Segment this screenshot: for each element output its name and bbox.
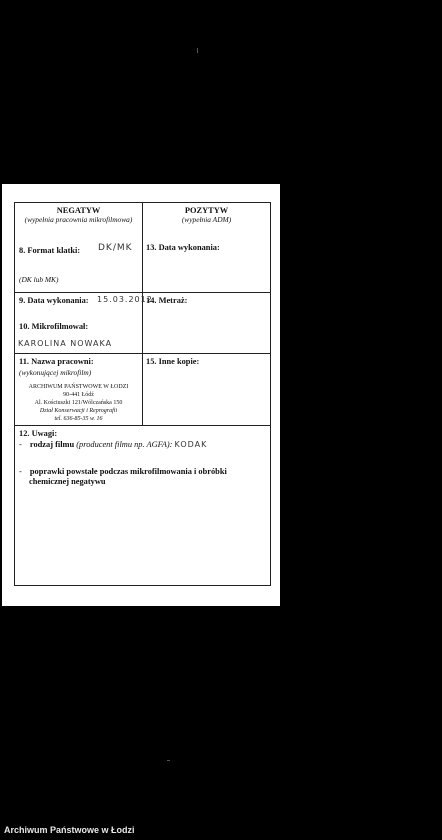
form-table <box>14 202 271 586</box>
row-divider <box>15 353 270 354</box>
poprawki-line2: chemicznej negatywu <box>29 477 106 486</box>
rodzaj-filmu-label: rodzaj filmu <box>29 440 75 449</box>
inne-kopie-label: 15. Inne kopie: <box>146 357 200 366</box>
format-klatki-hint: (DK lub MK) <box>19 275 59 284</box>
uwagi-item-rodzaj-filmu <box>19 440 207 450</box>
scan-mark <box>167 760 170 761</box>
stamp-line: ARCHIWUM PAŃSTWOWE W ŁODZI <box>28 384 129 390</box>
nazwa-pracowni-hint: (wykonującej mikrofilm) <box>19 368 92 377</box>
rodzaj-filmu-hint: (producent filmu np. AGFA): <box>76 440 173 449</box>
pozytyw-title: POZYTYW <box>184 206 229 215</box>
negatyw-title: NEGATYW <box>56 206 101 215</box>
data-wykonania-label: 9. Data wykonania: <box>19 296 89 305</box>
stamp-line: tel. 636-85-35 w. 16 <box>54 416 103 422</box>
row-divider <box>15 425 270 426</box>
stamp-line: Al. Kościuszki 121/Wólczańska 150 <box>34 400 123 406</box>
data-wykonania-value: 15.03.2012 <box>97 295 153 304</box>
negatyw-subtitle: (wypełnia pracownia mikrofilmowa) <box>24 215 133 224</box>
poprawki-line1: poprawki powstałe podczas mikrofilmowania i obróbki <box>29 467 227 476</box>
archive-footer: Archiwum Państwowe w Łodzi <box>4 825 135 835</box>
uwagi-label: 12. Uwagi: <box>19 429 58 438</box>
metraz-label: 14. Metraż: <box>146 296 188 305</box>
pozytyw-subtitle: (wypełnia ADM) <box>181 215 232 224</box>
bullet: - <box>19 467 22 476</box>
scan-mark <box>197 48 198 53</box>
data-wykonania-pozytyw-label: 13. Data wykonania: <box>146 243 220 252</box>
uwagi-item-poprawki <box>19 467 227 477</box>
column-divider <box>142 203 143 425</box>
row-divider <box>15 292 270 293</box>
archive-stamp <box>15 383 142 423</box>
bullet: - <box>19 440 22 449</box>
mikrofilmowal-value: KAROLINA NOWAKA <box>18 339 113 348</box>
mikrofilmowal-label: 10. Mikrofilmował: <box>19 322 89 331</box>
nazwa-pracowni-label: 11. Nazwa pracowni: <box>19 357 94 366</box>
document-page <box>2 184 280 606</box>
format-klatki-label: 8. Format klatki: <box>19 246 81 255</box>
stamp-line: Dział Konserwacji i Reprografii <box>39 408 118 414</box>
stamp-line: 90-441 Łódź <box>63 392 94 398</box>
rodzaj-filmu-value: KODAK <box>174 440 208 449</box>
format-klatki-value: DK/MK <box>98 243 133 253</box>
